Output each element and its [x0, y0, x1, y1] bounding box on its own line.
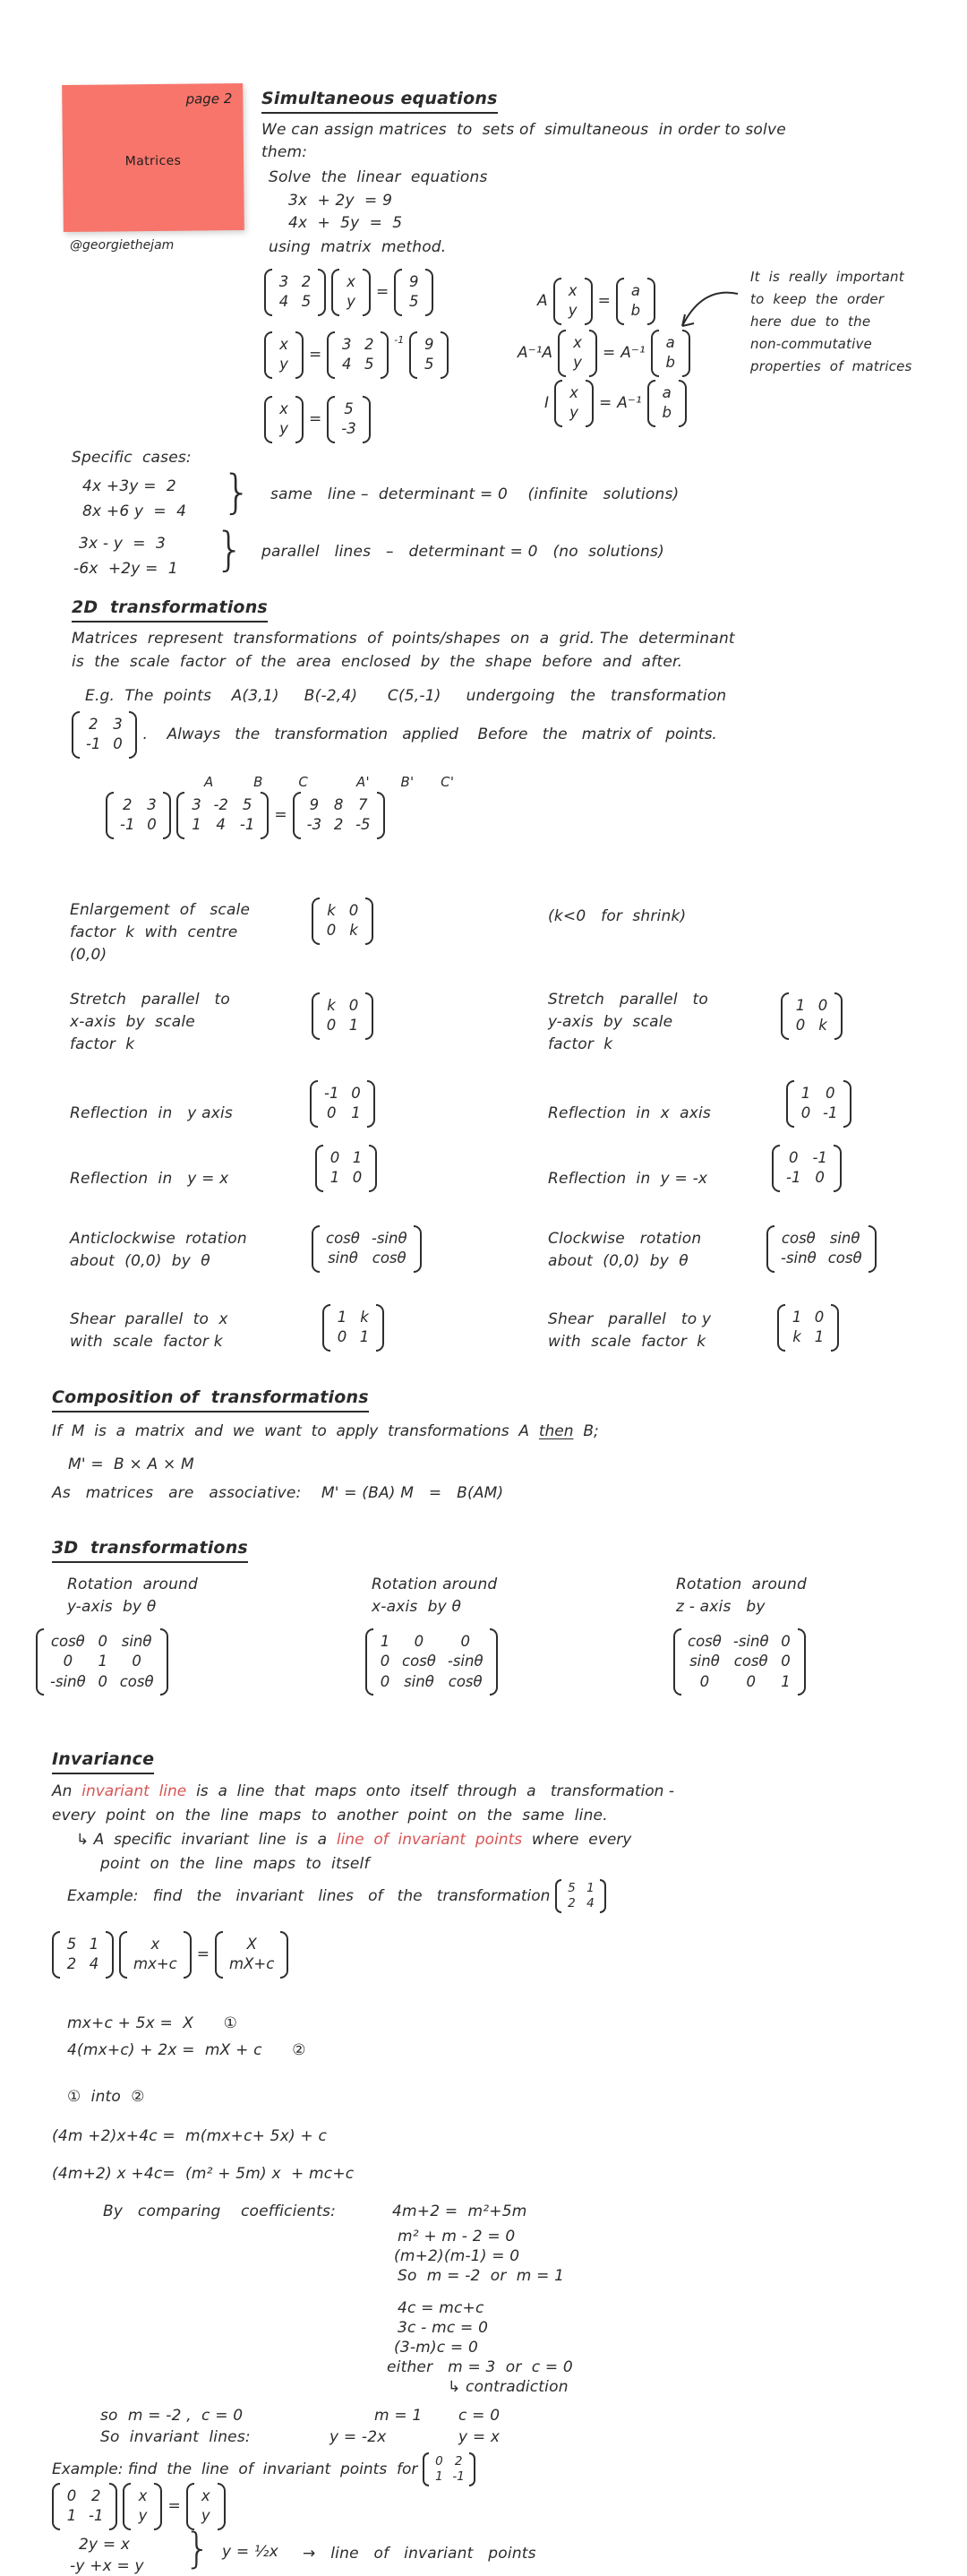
comparing-coefficients-label: By comparing coefficients: — [103, 2202, 336, 2220]
example1-label: Example: find the invariant lines of the transformation — [67, 1886, 551, 1905]
summary-line-1b: m = 1 — [374, 2407, 423, 2425]
rotation-y-label-2: y-axis by θ — [67, 1598, 157, 1616]
section-heading-2d-transformations: 2D transformations — [72, 597, 268, 623]
invariant-points-result: y = ½x — [222, 2543, 278, 2561]
case2-conclusion: parallel lines – determinant = 0 (no solutions) — [261, 543, 664, 561]
enlargement-label-3: (0,0) — [70, 946, 107, 964]
composition-then-word: then — [538, 1422, 574, 1440]
invariance-line-2: every point on the line maps to another point on the same line. — [52, 1807, 608, 1825]
stretch-x-label-2: x-axis by scale — [70, 1013, 195, 1031]
intro-line-1: We can assign matrices to sets of simultaneous in order to solve — [261, 121, 786, 139]
equals-sign: = — [597, 292, 611, 311]
stretch-x-label-3: factor k — [70, 1035, 135, 1053]
stretch-y-matrix-row — [781, 992, 843, 1040]
rotation-y-matrix: cosθ 0 sinθ 0 1 0 -sinθ 0 cosθ — [36, 1628, 168, 1696]
2d-paragraph-line-1: Matrices represent transformations of points/shapes on a grid. The determinant — [72, 630, 735, 648]
author-handle: @georgiethejam — [70, 238, 175, 253]
shrink-note: (k<0 for shrink) — [548, 907, 687, 925]
c-working-2: 3c - mc = 0 — [398, 2319, 489, 2337]
shear-y-matrix: 1 0 k 1 — [777, 1304, 839, 1352]
summary-line-1a: so m = -2 , c = 0 — [100, 2407, 244, 2425]
intro-line-2: them: — [261, 143, 308, 161]
stretch-x-matrix-row — [312, 992, 373, 1040]
transformation-matrix: 2 3 -1 0 — [72, 711, 137, 759]
anticlockwise-rotation-label-1: Anticlockwise rotation — [70, 1230, 247, 1248]
page-number: page 2 — [185, 90, 233, 107]
contradiction-note: ↳ contradiction — [448, 2378, 569, 2396]
matrix-working-row-1 — [264, 269, 433, 316]
matrix-symbol-Ainv: A⁻¹ — [620, 344, 646, 363]
example2-matrix: 0 2 1 -1 — [52, 2483, 117, 2530]
stretch-y-label-3: factor k — [548, 1035, 613, 1053]
case1-equation-1: 4x +3y = 2 — [82, 477, 176, 495]
example1-matrix: 5 1 2 4 — [52, 1931, 114, 1979]
matrix-working-row-2 — [264, 331, 449, 379]
equals-sign: = — [376, 283, 389, 302]
section-heading-composition: Composition of transformations — [52, 1387, 369, 1413]
grouping-brace: } — [184, 2524, 211, 2572]
working-equation-1: mx+c + 5x = X ① — [67, 2014, 238, 2032]
xy-vector: x y — [264, 331, 304, 379]
c-working-1: 4c = mc+c — [398, 2299, 484, 2317]
stretch-x-matrix: k 0 0 1 — [312, 992, 373, 1040]
general-working-row-3 — [544, 380, 687, 427]
points-matrix: 3 -2 5 1 4 -1 — [176, 792, 269, 839]
equals-sign: = — [309, 346, 322, 365]
equals-sign: = — [167, 2497, 181, 2516]
summary-line-2a: So invariant lines: — [100, 2428, 251, 2446]
coefficient-matrix: 3 2 4 5 — [264, 269, 326, 316]
reflection-y-minus-x-matrix: 0 -1 -1 0 — [772, 1145, 842, 1192]
sticky-note-title: Matrices — [124, 153, 182, 169]
final-equation-2: -y +x = y — [70, 2557, 144, 2575]
xy-vector: x y — [558, 330, 597, 377]
section-heading-simultaneous-equations: Simultaneous equations — [261, 88, 498, 114]
section-heading-3d-transformations: 3D transformations — [52, 1537, 248, 1563]
curved-arrow-icon — [673, 287, 745, 335]
example2-heading-row — [52, 2452, 475, 2486]
general-working-row-2 — [518, 330, 690, 377]
xy-vector: x y — [331, 269, 371, 316]
reflection-y-axis-label: Reflection in y axis — [70, 1104, 233, 1122]
2d-example-matrix-row — [72, 711, 717, 759]
reflection-y-axis-matrix-row — [310, 1080, 375, 1128]
anticlockwise-rotation-label-2: about (0,0) by θ — [70, 1252, 210, 1270]
transformation-matrix: 2 3 -1 0 — [106, 792, 171, 839]
shear-x-matrix-row — [322, 1304, 384, 1352]
expansion-line-2: (4m+2) x +4c= (m² + 5m) x + mc+c — [52, 2165, 355, 2183]
section-heading-invariance: Invariance — [52, 1748, 154, 1774]
shear-x-label-2: with scale factor k — [70, 1333, 223, 1351]
grouping-brace: } — [215, 523, 245, 577]
stretch-x-label-1: Stretch parallel to — [70, 991, 231, 1009]
equals-sign: = — [196, 1945, 210, 1964]
reflection-yx-matrix-row — [315, 1145, 377, 1192]
xy-vector: x y — [553, 278, 593, 325]
example1-matrix: 5 1 2 4 — [555, 1879, 606, 1913]
margin-note-line-1: It is really important — [750, 269, 904, 285]
clockwise-rotation-matrix-row — [766, 1225, 877, 1273]
method-line: using matrix method. — [269, 238, 447, 256]
case1-conclusion: same line – determinant = 0 (infinite solutions) — [270, 485, 680, 503]
enlargement-label-2: factor k with centre — [70, 923, 238, 941]
transformed-points-matrix: 9 8 7 -3 2 -5 — [293, 792, 385, 839]
clockwise-rotation-label-1: Clockwise rotation — [548, 1230, 702, 1248]
expansion-line-1: (4m +2)x+4c = m(mx+c+ 5x) + c — [52, 2127, 327, 2145]
summary-line-2b: y = -2x — [329, 2428, 387, 2446]
rotation-z-label-1: Rotation around — [676, 1576, 808, 1593]
rotation-x-matrix: 1 0 0 0 cosθ -sinθ 0 sinθ cosθ — [365, 1628, 498, 1696]
margin-note-line-2: to keep the order — [750, 291, 885, 307]
invariance-text-c: ↳ A specific invariant line is a — [76, 1831, 337, 1849]
anticlockwise-rotation-matrix: cosθ -sinθ sinθ cosθ — [312, 1225, 422, 1273]
shear-y-matrix-row — [777, 1304, 839, 1352]
m-working-3: So m = -2 or m = 1 — [398, 2267, 565, 2285]
rotation-y-matrix-row — [36, 1628, 168, 1696]
identity-symbol: I — [544, 394, 550, 413]
xy-vector: x y — [186, 2483, 226, 2530]
invariant-line-term: invariant line — [81, 1782, 187, 1800]
reflection-x-axis-label: Reflection in x axis — [548, 1104, 711, 1122]
image-line-vector: X mX+c — [215, 1931, 288, 1979]
2d-paragraph-line-2: is the scale factor of the area enclosed by the shape before and after. — [72, 653, 683, 671]
rotation-z-matrix-row — [673, 1628, 806, 1696]
xy-vector: x y — [554, 380, 594, 427]
equals-sign: = — [274, 806, 287, 825]
m-working-1: m² + m - 2 = 0 — [398, 2228, 516, 2245]
composition-text-b: B; — [573, 1422, 599, 1440]
2d-example-line-1: E.g. The points A(3,1) B(-2,4) C(5,-1) undergoing the transformation — [85, 687, 727, 705]
example2-equation-row — [52, 2483, 226, 2530]
matrix-symbol-AinvA: A⁻¹A — [518, 344, 553, 363]
shear-y-label-2: with scale factor k — [548, 1333, 706, 1351]
grouping-brace: } — [222, 466, 252, 519]
stretch-y-matrix: 1 0 0 k — [781, 992, 843, 1040]
case2-equation-1: 3x - y = 3 — [79, 535, 166, 553]
shear-x-label-1: Shear parallel to x — [70, 1310, 228, 1328]
line-vector: x mx+c — [119, 1931, 192, 1979]
matrix-working-row-3 — [264, 396, 371, 443]
clockwise-rotation-matrix: cosθ sinθ -sinθ cosθ — [766, 1225, 877, 1273]
rotation-x-label-1: Rotation around — [372, 1576, 498, 1593]
invariance-text-a: An — [52, 1782, 82, 1800]
point-labels-after: A' B' C' — [356, 774, 455, 790]
rotation-x-matrix-row — [365, 1628, 498, 1696]
rotation-x-label-2: x-axis by θ — [372, 1598, 462, 1616]
invariant-points-conclusion: → line of invariant points — [303, 2545, 536, 2563]
specific-cases-heading: Specific cases: — [72, 449, 192, 467]
matrix-symbol-Ainv: A⁻¹ — [617, 394, 642, 413]
reflection-yx-label: Reflection in y = x — [70, 1170, 229, 1188]
constants-vector: 9 5 — [394, 269, 433, 316]
composition-line-1 — [52, 1422, 599, 1440]
shear-y-label-1: Shear parallel to y — [548, 1310, 712, 1328]
xy-vector: x y — [123, 2483, 162, 2530]
enlargement-matrix: k 0 0 k — [312, 897, 373, 945]
point-labels-before: A B C — [204, 774, 309, 790]
anticlockwise-rotation-matrix-row — [312, 1225, 422, 1273]
enlargement-matrix-row — [312, 897, 373, 945]
ab-vector: a b — [651, 330, 690, 377]
final-equation-1: 2y = x — [79, 2536, 131, 2554]
invariance-text-d: where every — [522, 1831, 632, 1849]
composition-text-a: If M is a matrix and we want to apply transformations A — [52, 1422, 539, 1440]
line-of-invariant-points-term: line of invariant points — [336, 1831, 523, 1849]
margin-note-line-4: non-commutative — [750, 336, 872, 352]
case1-equation-2: 8x +6 y = 4 — [82, 502, 187, 520]
ab-vector: a b — [647, 380, 687, 427]
reflection-y-axis-matrix: -1 0 0 1 — [310, 1080, 375, 1128]
matrix-symbol-A: A — [537, 292, 548, 311]
reflection-yx-matrix: 0 1 1 0 — [315, 1145, 377, 1192]
coefficient-matrix: 3 2 4 5 — [327, 331, 389, 379]
rotation-z-matrix: cosθ -sinθ 0 sinθ cosθ 0 0 0 1 — [673, 1628, 806, 1696]
reflection-x-axis-matrix: 1 0 0 -1 — [786, 1080, 851, 1128]
stretch-y-label-2: y-axis by scale — [548, 1013, 673, 1031]
stretch-y-label-1: Stretch parallel to — [548, 991, 709, 1009]
invariance-line-4: point on the line maps to itself — [100, 1855, 370, 1873]
comparing-coefficients-equation: 4m+2 = m²+5m — [392, 2202, 527, 2220]
sticky-note — [62, 83, 244, 232]
shear-x-matrix: 1 k 0 1 — [322, 1304, 384, 1352]
rotation-z-label-2: z - axis by — [676, 1598, 766, 1616]
invariance-line-1 — [52, 1782, 674, 1800]
composition-formula: M' = B × A × M — [68, 1455, 194, 1473]
clockwise-rotation-label-2: about (0,0) by θ — [548, 1252, 689, 1270]
enlargement-label-1: Enlargement of scale — [70, 901, 251, 919]
xy-vector: x y — [264, 396, 304, 443]
summary-line-1c: c = 0 — [458, 2407, 501, 2425]
general-working-row-1 — [537, 278, 655, 325]
substitution-note: ① into ② — [67, 2088, 145, 2106]
example2-label: Example: find the line of invariant points for — [52, 2460, 418, 2478]
reflection-x-axis-matrix-row — [786, 1080, 851, 1128]
constants-vector: 9 5 — [409, 331, 449, 379]
reflection-y-minus-x-label: Reflection in y = -x — [548, 1170, 708, 1188]
associativity-line: As matrices are associative: M' = (BA) M = B(AM) — [52, 1484, 504, 1502]
margin-note-line-5: properties of matrices — [750, 358, 912, 374]
c-working-3: (3-m)c = 0 — [394, 2339, 478, 2357]
example1-heading-row — [67, 1879, 606, 1913]
ab-vector: a b — [616, 278, 655, 325]
2d-example-line-2: . Always the transformation applied Before the matrix of points. — [142, 726, 717, 744]
solution-vector: 5 -3 — [327, 396, 370, 443]
example1-equation-row — [52, 1931, 288, 1979]
margin-note-line-3: here due to the — [750, 313, 871, 330]
equation-2: 4x + 5y = 5 — [288, 214, 403, 232]
solve-line: Solve the linear equations — [269, 168, 488, 186]
equals-sign: = — [603, 344, 616, 363]
case2-equation-2: -6x +2y = 1 — [73, 560, 178, 578]
equals-sign: = — [309, 410, 322, 429]
example2-matrix: 0 2 1 -1 — [423, 2452, 475, 2486]
working-equation-2: 4(mx+c) + 2x = mX + c ② — [67, 2041, 306, 2059]
invariance-line-3 — [76, 1831, 631, 1849]
inverse-superscript: -1 — [394, 334, 405, 346]
c-working-4: either m = 3 or c = 0 — [387, 2358, 573, 2376]
summary-line-2c: y = x — [458, 2428, 501, 2446]
reflection-y-minus-x-matrix-row — [772, 1145, 842, 1192]
equals-sign: = — [599, 394, 612, 413]
matrix-multiplication-row — [106, 792, 385, 839]
invariance-text-b: is a line that maps onto itself through a transformation - — [186, 1782, 674, 1800]
rotation-y-label-1: Rotation around — [67, 1576, 199, 1593]
m-working-2: (m+2)(m-1) = 0 — [394, 2247, 520, 2265]
equation-1: 3x + 2y = 9 — [288, 192, 393, 210]
